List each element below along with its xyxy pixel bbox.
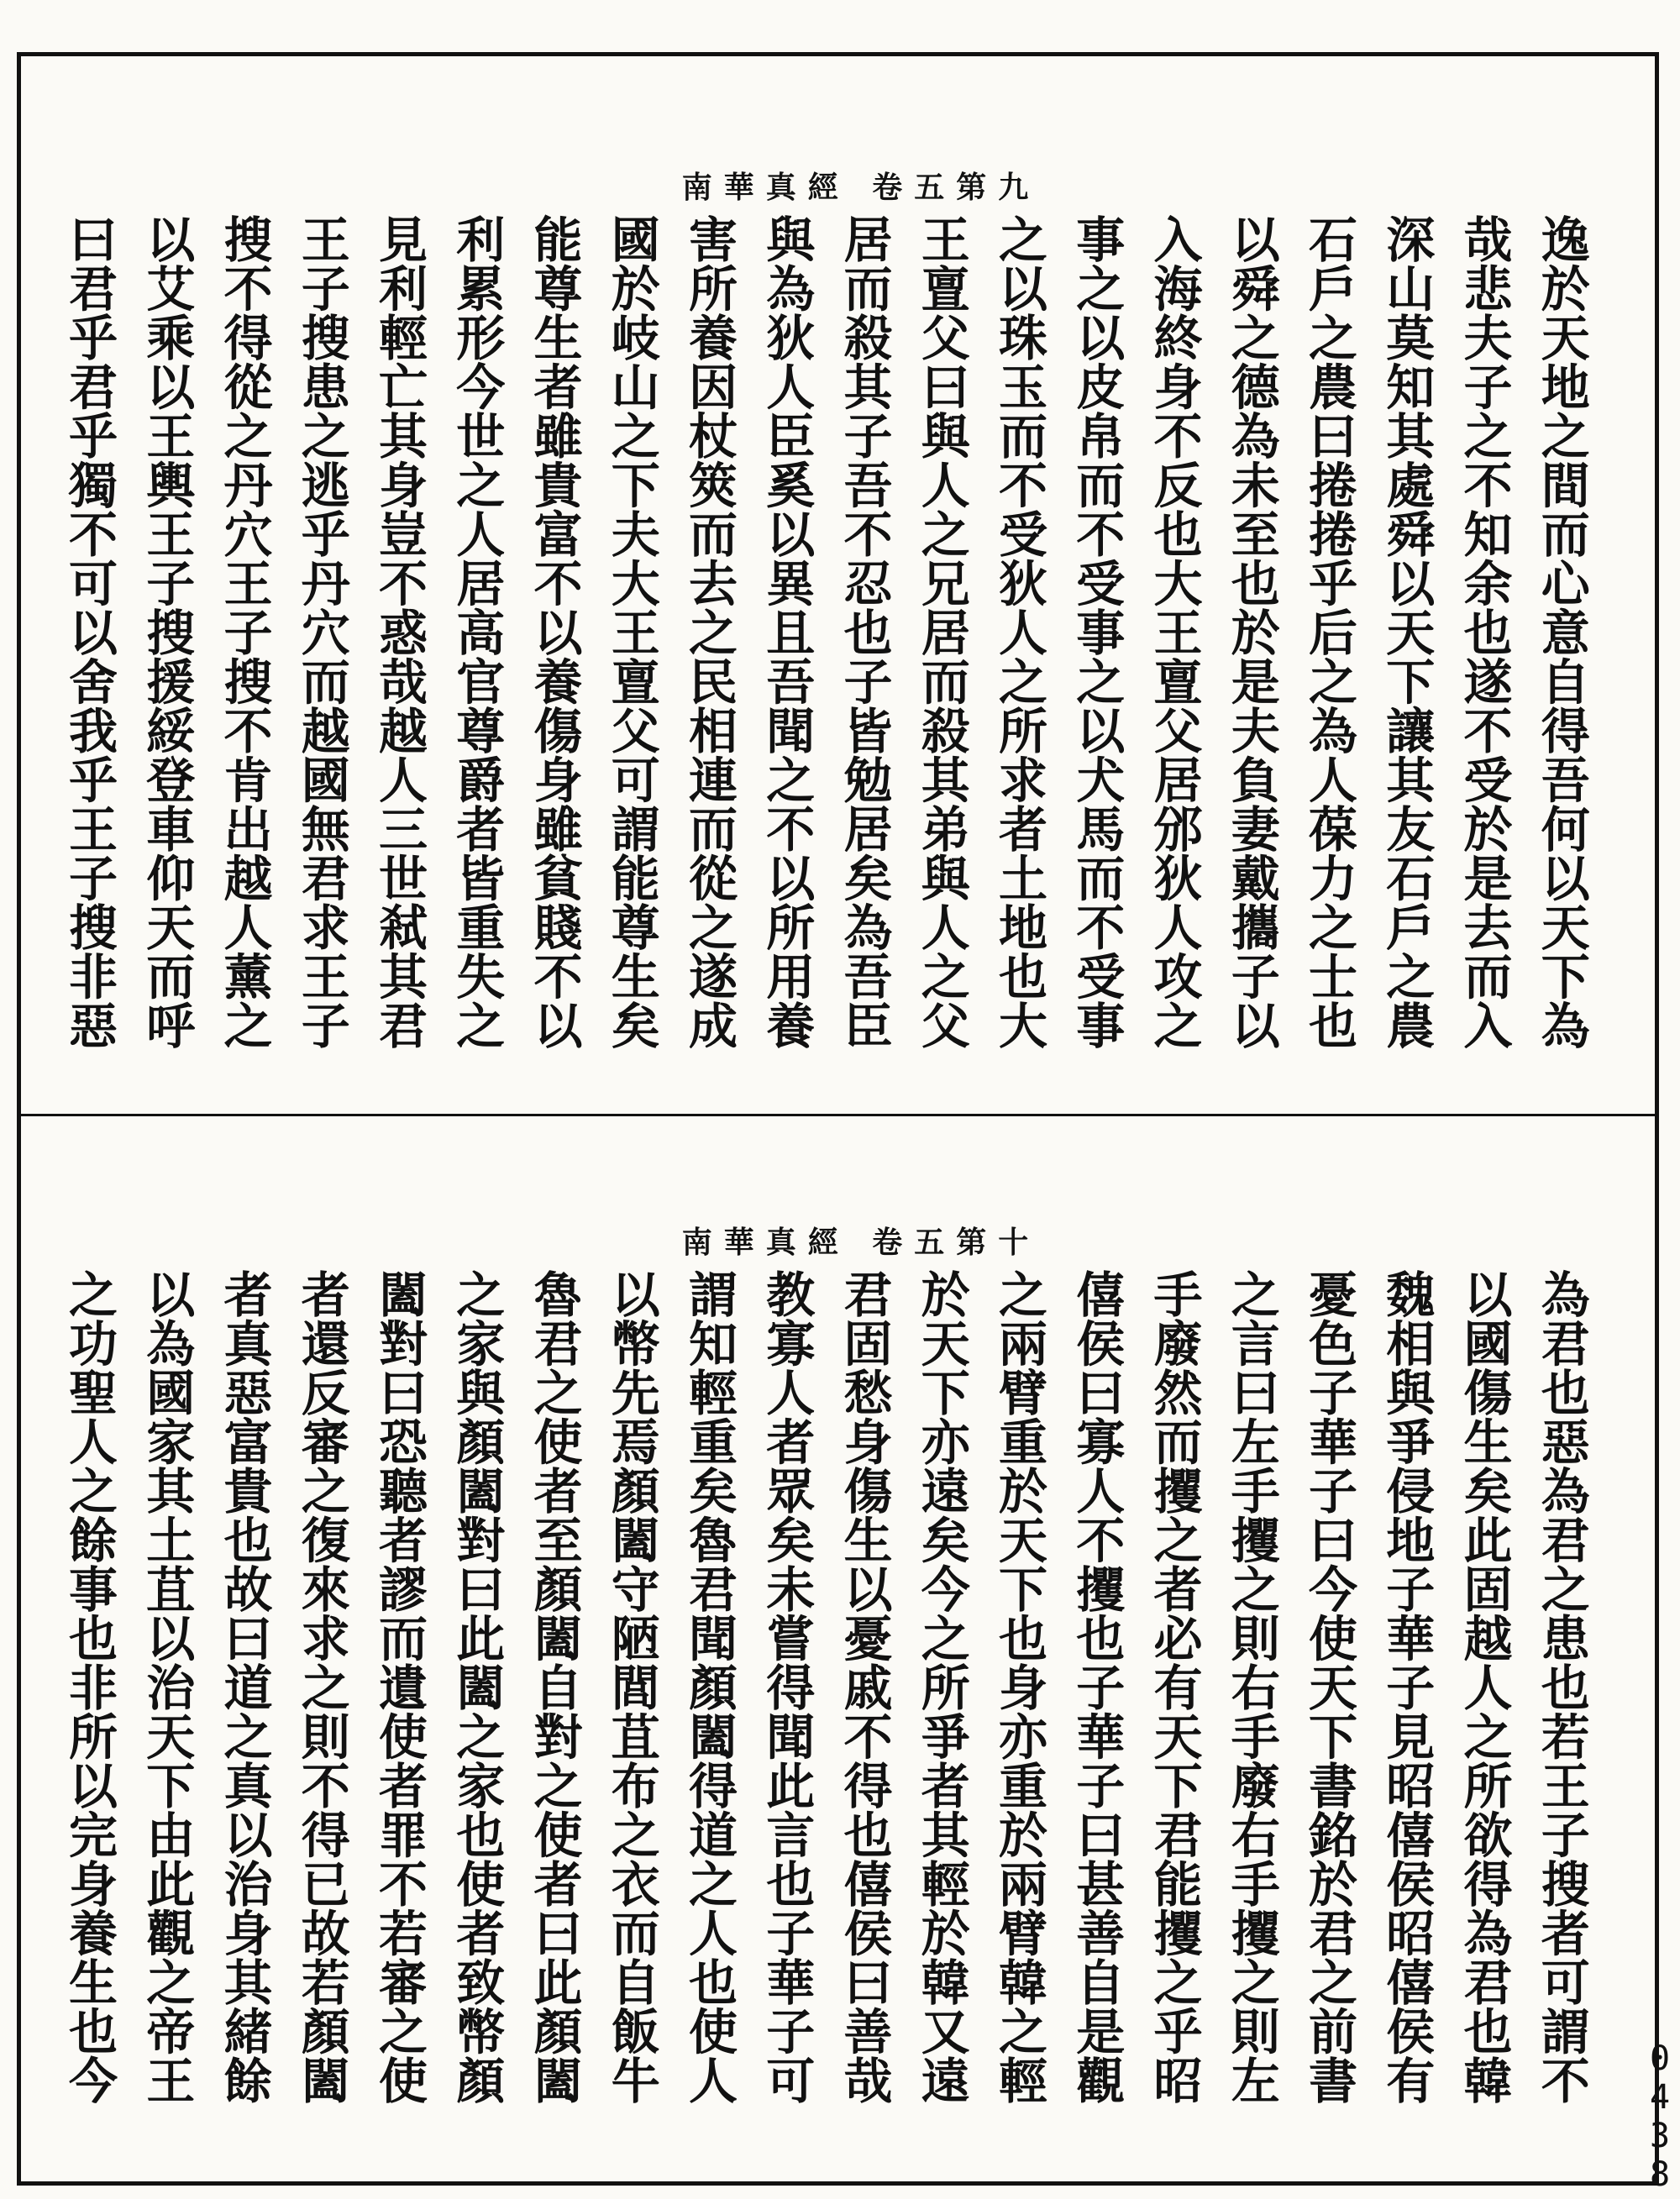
text-column: 之兩臂重於天下也身亦重於兩臂韓之輕 bbox=[990, 1269, 1047, 2105]
upper-page-heading: 南華真經 卷五第九 bbox=[681, 170, 1041, 205]
text-column: 以艾乘以王輿王子搜援綏登車仰天而呼 bbox=[138, 214, 196, 1050]
page-divider bbox=[17, 1114, 1659, 1116]
text-column: 以國傷生矣此固越人之所欲得為君也韓 bbox=[1455, 1269, 1513, 2105]
text-column: 者還反審之復來求之則不得已故若顏闔 bbox=[292, 1269, 350, 2105]
lower-page-text bbox=[59, 1269, 1592, 2164]
text-column: 害所養因杖筴而去之民相連而從之遂成 bbox=[680, 214, 738, 1050]
page-number: 0438 bbox=[1641, 2039, 1679, 2194]
text-column: 憂色子華子曰今使天下書銘於君之前書 bbox=[1300, 1269, 1357, 2105]
lower-page-heading: 南華真經 卷五第十 bbox=[681, 1225, 1041, 1260]
text-column: 教寡人者眾矣未嘗得聞此言也子華子可 bbox=[758, 1269, 816, 2105]
text-column: 以為國家其土苴以治天下由此觀之帝王 bbox=[138, 1269, 196, 2105]
text-column: 與為狄人臣奚以異且吾聞之不以所用養 bbox=[758, 214, 816, 1050]
text-column: 魏相與爭侵地子華子見昭僖侯昭僖侯有 bbox=[1378, 1269, 1436, 2105]
text-column: 魯君之使者至顏闔自對之使者曰此顏闔 bbox=[525, 1269, 583, 2105]
text-column: 見利輕亡其身豈不惑哉越人三世弒其君 bbox=[370, 214, 428, 1050]
text-column: 手廢然而攫之者必有天下君能攫之乎昭 bbox=[1145, 1269, 1203, 2105]
text-column: 王子搜患之逃乎丹穴而越國無君求王子 bbox=[292, 214, 350, 1050]
text-column: 之言曰左手攫之則右手廢右手攫之則左 bbox=[1222, 1269, 1280, 2105]
text-column: 搜不得從之丹穴王子搜不肯出越人薰之 bbox=[215, 214, 273, 1050]
text-column: 僖侯曰寡人不攫也子華子曰甚善自是觀 bbox=[1068, 1269, 1126, 2105]
text-column: 以幣先焉顏闔守陋閭苴布之衣而自飯牛 bbox=[602, 1269, 660, 2105]
text-column: 利累形今世之人居高官尊爵者皆重失之 bbox=[448, 214, 506, 1050]
text-column: 君固愁身傷生以憂戚不得也僖侯曰善哉 bbox=[835, 1269, 893, 2105]
text-column: 逸於天地之間而心意自得吾何以天下為 bbox=[1532, 214, 1590, 1050]
text-column: 闔對曰恐聽者謬而遺使者罪不若審之使 bbox=[370, 1269, 428, 2105]
text-column: 國於岐山之下夫大王亶父可謂能尊生矣 bbox=[602, 214, 660, 1050]
text-column: 石戶之農曰捲捲乎后之為人葆力之士也 bbox=[1300, 214, 1357, 1050]
upper-page bbox=[21, 56, 1655, 1112]
text-column: 曰君乎君乎獨不可以舍我乎王子搜非惡 bbox=[60, 214, 118, 1050]
text-column: 哉悲夫子之不知余也遂不受於是去而入 bbox=[1455, 214, 1513, 1050]
text-column: 之以珠玉而不受狄人之所求者土地也大 bbox=[990, 214, 1047, 1050]
lower-page bbox=[21, 1118, 1655, 2181]
text-column: 之功聖人之餘事也非所以完身養生也今 bbox=[60, 1269, 118, 2105]
text-column: 以舜之德為未至也於是夫負妻戴攜子以 bbox=[1222, 214, 1280, 1050]
text-column: 者真惡富貴也故曰道之真以治身其緒餘 bbox=[215, 1269, 273, 2105]
upper-page-text bbox=[59, 214, 1592, 1100]
text-column: 之家與顏闔對曰此闔之家也使者致幣顏 bbox=[448, 1269, 506, 2105]
text-column: 謂知輕重矣魯君聞顏闔得道之人也使人 bbox=[680, 1269, 738, 2105]
text-column: 事之以皮帛而不受事之以犬馬而不受事 bbox=[1068, 214, 1126, 1050]
text-column: 為君也惡為君之患也若王子搜者可謂不 bbox=[1532, 1269, 1590, 2105]
text-column: 王亶父曰與人之兄居而殺其弟與人之父 bbox=[912, 214, 970, 1050]
text-column: 能尊生者雖貴富不以養傷身雖貧賤不以 bbox=[525, 214, 583, 1050]
text-column: 深山莫知其處舜以天下讓其友石戶之農 bbox=[1378, 214, 1436, 1050]
text-column: 於天下亦遠矣今之所爭者其輕於韓又遠 bbox=[912, 1269, 970, 2105]
text-column: 居而殺其子吾不忍也子皆勉居矣為吾臣 bbox=[835, 214, 893, 1050]
text-column: 入海終身不反也大王亶父居邠狄人攻之 bbox=[1145, 214, 1203, 1050]
